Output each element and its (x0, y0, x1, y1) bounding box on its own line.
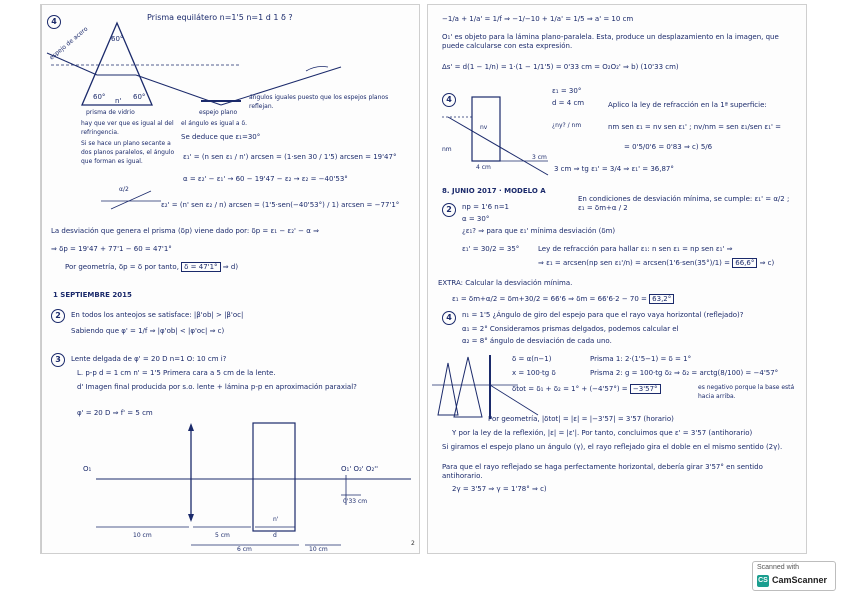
eps1-prime: ε₁' = 30/2 = 35° (462, 245, 520, 253)
geometry-result: δ = 47'1° (181, 262, 220, 272)
extra-calc-result: 63,2° (649, 294, 674, 304)
angle-bottom-left: 60° (93, 93, 106, 101)
deduce-line: Se deduce que ε₁=30° (181, 133, 261, 141)
min-deviation-condition: En condiciones de desviación mínima, se cumple: ε₁' = α/2 ; ε₁ = δm+α / 2 (578, 195, 790, 212)
question-number-3: 3 (51, 353, 65, 367)
question-number-2: 2 (51, 309, 65, 323)
deviation-calc: ⇒ δp = 19'47 + 77'1 − 60 = 47'1° (51, 245, 172, 253)
cm4-label: 4 cm (476, 164, 491, 171)
object-label-o1: O₁ (83, 465, 92, 473)
notebook-page-right (427, 4, 807, 554)
rotation-line: Si giramos el espejo plano un ángulo (γ), el rayo reflejado gira el doble en el mismo sentido (2γ). (442, 443, 783, 451)
snell-c: = 0'5/0'6 = 0'83 ⇒ c) 5/6 (624, 143, 713, 151)
question-epsilon: ¿ε₁? ⇒ para que ε₁' mínima desviación (δm) (462, 227, 616, 235)
prism-index: n' (115, 97, 122, 105)
epsilon-label: ε₁ = 30° (552, 87, 582, 95)
angle-top: 60° (111, 35, 124, 43)
camscanner-badge (752, 561, 836, 591)
question-number-4-right: 4 (442, 93, 456, 107)
q3-line-d: φ' = 20 D ⇒ f' = 5 cm (77, 409, 153, 417)
image-labels: O₁' O₂' O₂'' (341, 465, 379, 473)
q2-line-a: En todos los anteojos se satisface: |β'ob| > |β'oc| (71, 311, 244, 319)
camscanner-logo-icon: CS (757, 575, 769, 587)
horizontal-line: Para que el rayo reflejado se haga perfectamente horizontal, debería girar 3'57° en sentido antihorario. (442, 463, 763, 480)
right-line-3: Δs' = d(1 − 1/n) = 1·(1 − 1/1'5) = 0'33 cm = O₂O₂' ⇒ b) (10'33 cm) (442, 63, 679, 71)
q4-header: Prisma equilátero n=1'5 n=1 d 1 δ ? (147, 13, 293, 22)
q4b-line-a: n₁ = 1'5 ¿Ángulo de giro del espejo para que el rayo vaya horizontal (reflejado)? (462, 311, 744, 319)
note-delta: el ángulo es igual a δ. (181, 120, 248, 127)
question-number-4: 4 (47, 15, 61, 29)
refraction-law-result: 66,6° (732, 258, 757, 268)
scanned-with-text: Scanned with (757, 564, 800, 571)
equation-1: ε₁' = (n sen ε₁ / n') arcsen = (1·sen 30 / 1'5) arcsen = 19'47° (183, 153, 397, 161)
dim-5cm: 5 cm (215, 532, 230, 539)
mirror-label: espejo plano (199, 109, 238, 116)
june-heading: 8. JUNIO 2017 · MODELO A (442, 187, 546, 195)
negative-note: es negativo porque la base está hacia arriba. (698, 384, 795, 400)
q4b-line-b: α₁ = 2° Consideramos prismas delgados, podemos calcular el (462, 325, 679, 333)
dim-d: d (273, 532, 277, 539)
equation-2: α = ε₂' − ε₁' → 60 − 19'47 − ε₂ → ε₂ = −40'53° (183, 175, 348, 183)
cm3-label: 3 cm (532, 154, 547, 161)
np-line: np = 1'6 n=1 (462, 203, 510, 211)
angle-note: ángulos iguales puesto que los espejos planos reflejan. (249, 94, 389, 110)
q3-line-c: d' Imagen final producida por s.o. lente + lámina p-p en aproximación paraxial? (77, 383, 357, 391)
snell-a: Aplico la ley de refracción en la 1ª superficie: (608, 101, 767, 109)
right-line-2: O₁' es objeto para la lámina plano-paralela. Esta, produce un desplazamiento en la imagen, que puede calcularse con esta expresión. (442, 33, 779, 50)
dim-10cm-b: 10 cm (309, 546, 328, 553)
nv-label: nv (480, 124, 488, 131)
geometry-line (65, 263, 238, 272)
q2-line-b: Sabiendo que φ' = 1/f ⇒ |φ'ob| < |φ'oc| ⇒ c) (71, 327, 225, 335)
tangent-line: 3 cm ⇒ tg ε₁' = 3/4 ⇒ ε₁' = 36,87° (554, 165, 674, 173)
prism-1: Prisma 1: 2·(1'5−1) = δ = 1° (590, 355, 692, 363)
geometry-line-right: Por geometría, |δtot| = |ε| = |−3'57| = 3'57 (horario) (488, 415, 674, 423)
note-parallel-planes: Si se hace un plano secante a dos planos paralelos, el ángulo que forman es igual. (81, 140, 175, 165)
delta-total (512, 385, 661, 394)
x-equation: x = 100·tg δ (512, 369, 556, 377)
final-answer: 2γ = 3'57 ⇒ γ = 1'78° ⇒ c) (452, 485, 547, 493)
delta-total-text: δtot = δ₁ + δ₂ = 1° + (−4'57°) = (512, 385, 628, 393)
alpha-line: α = 30° (462, 215, 490, 223)
note-refringence: hay que ver que es igual al del refringencia. (81, 120, 174, 136)
notebook-page-left (40, 4, 420, 554)
angle-bottom-right: 60° (133, 93, 146, 101)
ny-label: ¿ny? / nm (552, 122, 582, 129)
nm-label: nm (442, 146, 452, 153)
question-number-2-right: 2 (442, 203, 456, 217)
geometry-text: Por geometría, δp = δ por tanto, (65, 263, 179, 271)
reflection-line: Y por la ley de la reflexión, |ε| = |ε'|. Por tanto, concluimos que ε' = 3'57 (antihorario) (452, 429, 753, 437)
deviation-line: La desviación que genera el prisma (δp) viene dado por: δp = ε₁ − ε₂' − α ⇒ (51, 227, 319, 235)
dim-033cm: 0'33 cm (343, 498, 368, 505)
q4b-line-c: α₂ = 8° ángulo de desviación de cada uno. (462, 337, 612, 345)
refraction-law: Ley de refracción para hallar ε₁: n sen ε₁ = np sen ε₁' ⇒ (538, 245, 733, 253)
plate-index: n' (273, 516, 279, 523)
dim-6cm: 6 cm (237, 546, 252, 553)
camscanner-name: CamScanner (772, 575, 828, 585)
diagram-label: espejo de acero (48, 25, 90, 62)
delta-formula: δ = α(n−1) (512, 355, 552, 363)
prism-label: prisma de vidrio (86, 109, 135, 116)
dim-10cm: 10 cm (133, 532, 152, 539)
delta-total-result: −3'57° (630, 384, 661, 394)
equation-3: ε₂' = (n' sen ε₂ / n) arcsen = (1'5·sen(−40'53°) / 1) arcsen = −77'1° (161, 201, 400, 209)
refraction-law-answer: ⇒ c) (759, 259, 775, 267)
q3-line-a: Lente delgada de φ' = 20 D n=1 O: 10 cm i? (71, 355, 227, 363)
extra-calc-text: ε₁ = δm+α/2 = δm+30/2 = 66'6 ⇒ δm = 66'6·2 − 70 = (452, 295, 647, 303)
q3-line-b: L. p-p d = 1 cm n' = 1'5 Primera cara a 5 cm de la lente. (77, 369, 276, 377)
prism-2: Prisma 2: g = 100·tg δ₂ ⇒ δ₂ = arctg(8/100) = −4'57° (590, 369, 779, 377)
september-heading: 1 SEPTIEMBRE 2015 (53, 291, 132, 299)
refraction-law-2 (538, 259, 774, 268)
geometry-answer: ⇒ d) (222, 263, 239, 271)
d-label: d = 4 cm (552, 99, 585, 107)
refraction-law-text: ⇒ ε₁ = arcsen(np sen ε₁'/n) = arcsen(1'6·sen(35°)/1) = (538, 259, 730, 267)
question-number-4b: 4 (442, 311, 456, 325)
extra-heading: EXTRA: Calcular la desviación mínima. (438, 279, 573, 287)
alpha-label: α/2 (119, 186, 129, 193)
right-line-1: −1/a + 1/a' = 1/f ⇒ −1/−10 + 1/a' = 1/5 ⇒ a' = 10 cm (442, 15, 634, 23)
page-number: 2 (411, 540, 415, 547)
snell-b: nm sen ε₁ = nv sen ε₁' ; nv/nm = sen ε₁/sen ε₁' = (608, 123, 782, 131)
extra-calc (452, 295, 674, 304)
